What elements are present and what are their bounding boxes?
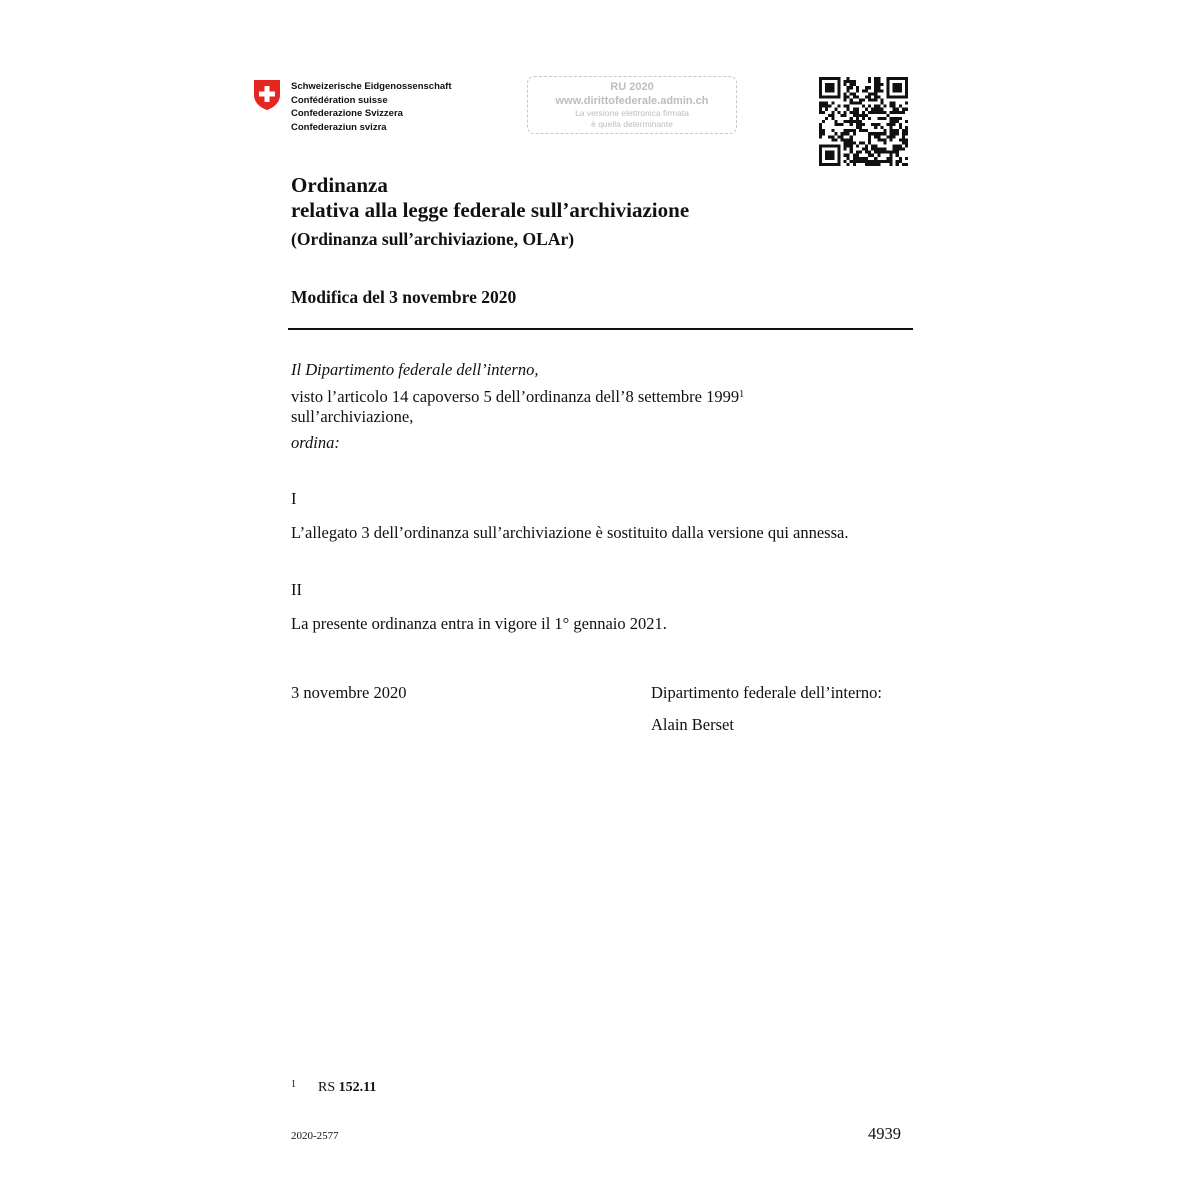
preamble-basis-text: visto l’articolo 14 capoverso 5 dell’ordinanza dell’8 settembre 1999 <box>291 387 740 406</box>
stamp-collection: RU 2020 <box>610 81 654 93</box>
qr-code-icon <box>819 77 908 166</box>
preamble-basis-line-1 <box>291 384 744 408</box>
section-numeral-2: II <box>291 580 302 599</box>
footnote <box>291 1079 376 1096</box>
title-divider <box>288 328 913 330</box>
confederation-name-it: Confederazione Svizzera <box>291 108 403 119</box>
swiss-coat-of-arms-icon <box>252 78 282 112</box>
stamp-website: www.dirittofederale.admin.ch <box>555 95 709 107</box>
section-numeral-1: I <box>291 489 297 508</box>
preamble-basis-line-2: sull’archiviazione, <box>291 407 414 426</box>
footnote-reference[interactable]: 1 <box>739 389 745 400</box>
section-text-2: La presente ordinanza entra in vigore il 1° gennaio 2021. <box>291 614 667 633</box>
confederation-name-fr: Confédération suisse <box>291 94 388 106</box>
stamp-note-1: La versione elettronica firmata <box>575 108 689 118</box>
document-title <box>291 173 689 223</box>
amendment-date: Modifica del 3 novembre 2020 <box>291 287 517 307</box>
footnote-prefix: RS <box>318 1080 336 1095</box>
footnote-ref[interactable]: 152.11 <box>338 1080 377 1095</box>
stamp-note-2: è quella determinante <box>591 119 673 129</box>
confederation-name-de: Schweizerische Eidgenossenschaft <box>291 81 452 92</box>
signature-department: Dipartimento federale dell’interno: <box>651 683 882 702</box>
signature-name: Alain Berset <box>651 715 734 734</box>
signature-date: 3 novembre 2020 <box>291 683 407 702</box>
confederation-names <box>291 80 452 134</box>
title-line-1: Ordinanza <box>291 173 388 197</box>
document-subtitle: (Ordinanza sull’archiviazione, OLAr) <box>291 229 575 249</box>
footnote-number: 1 <box>291 1079 296 1090</box>
confederation-name-rm: Confederaziun svizra <box>291 121 387 133</box>
preamble-decree: ordina: <box>291 433 340 452</box>
title-line-2: relativa alla legge federale sull’archiviazione <box>291 198 690 222</box>
page-number: 4939 <box>868 1124 901 1143</box>
preamble-authority: Il Dipartimento federale dell’interno, <box>291 360 539 379</box>
document-number: 2020-2577 <box>291 1130 339 1142</box>
section-text-1: L’allegato 3 dell’ordinanza sull’archiviazione è sostituito dalla versione qui annessa. <box>291 523 849 542</box>
official-publication-stamp <box>527 76 737 134</box>
